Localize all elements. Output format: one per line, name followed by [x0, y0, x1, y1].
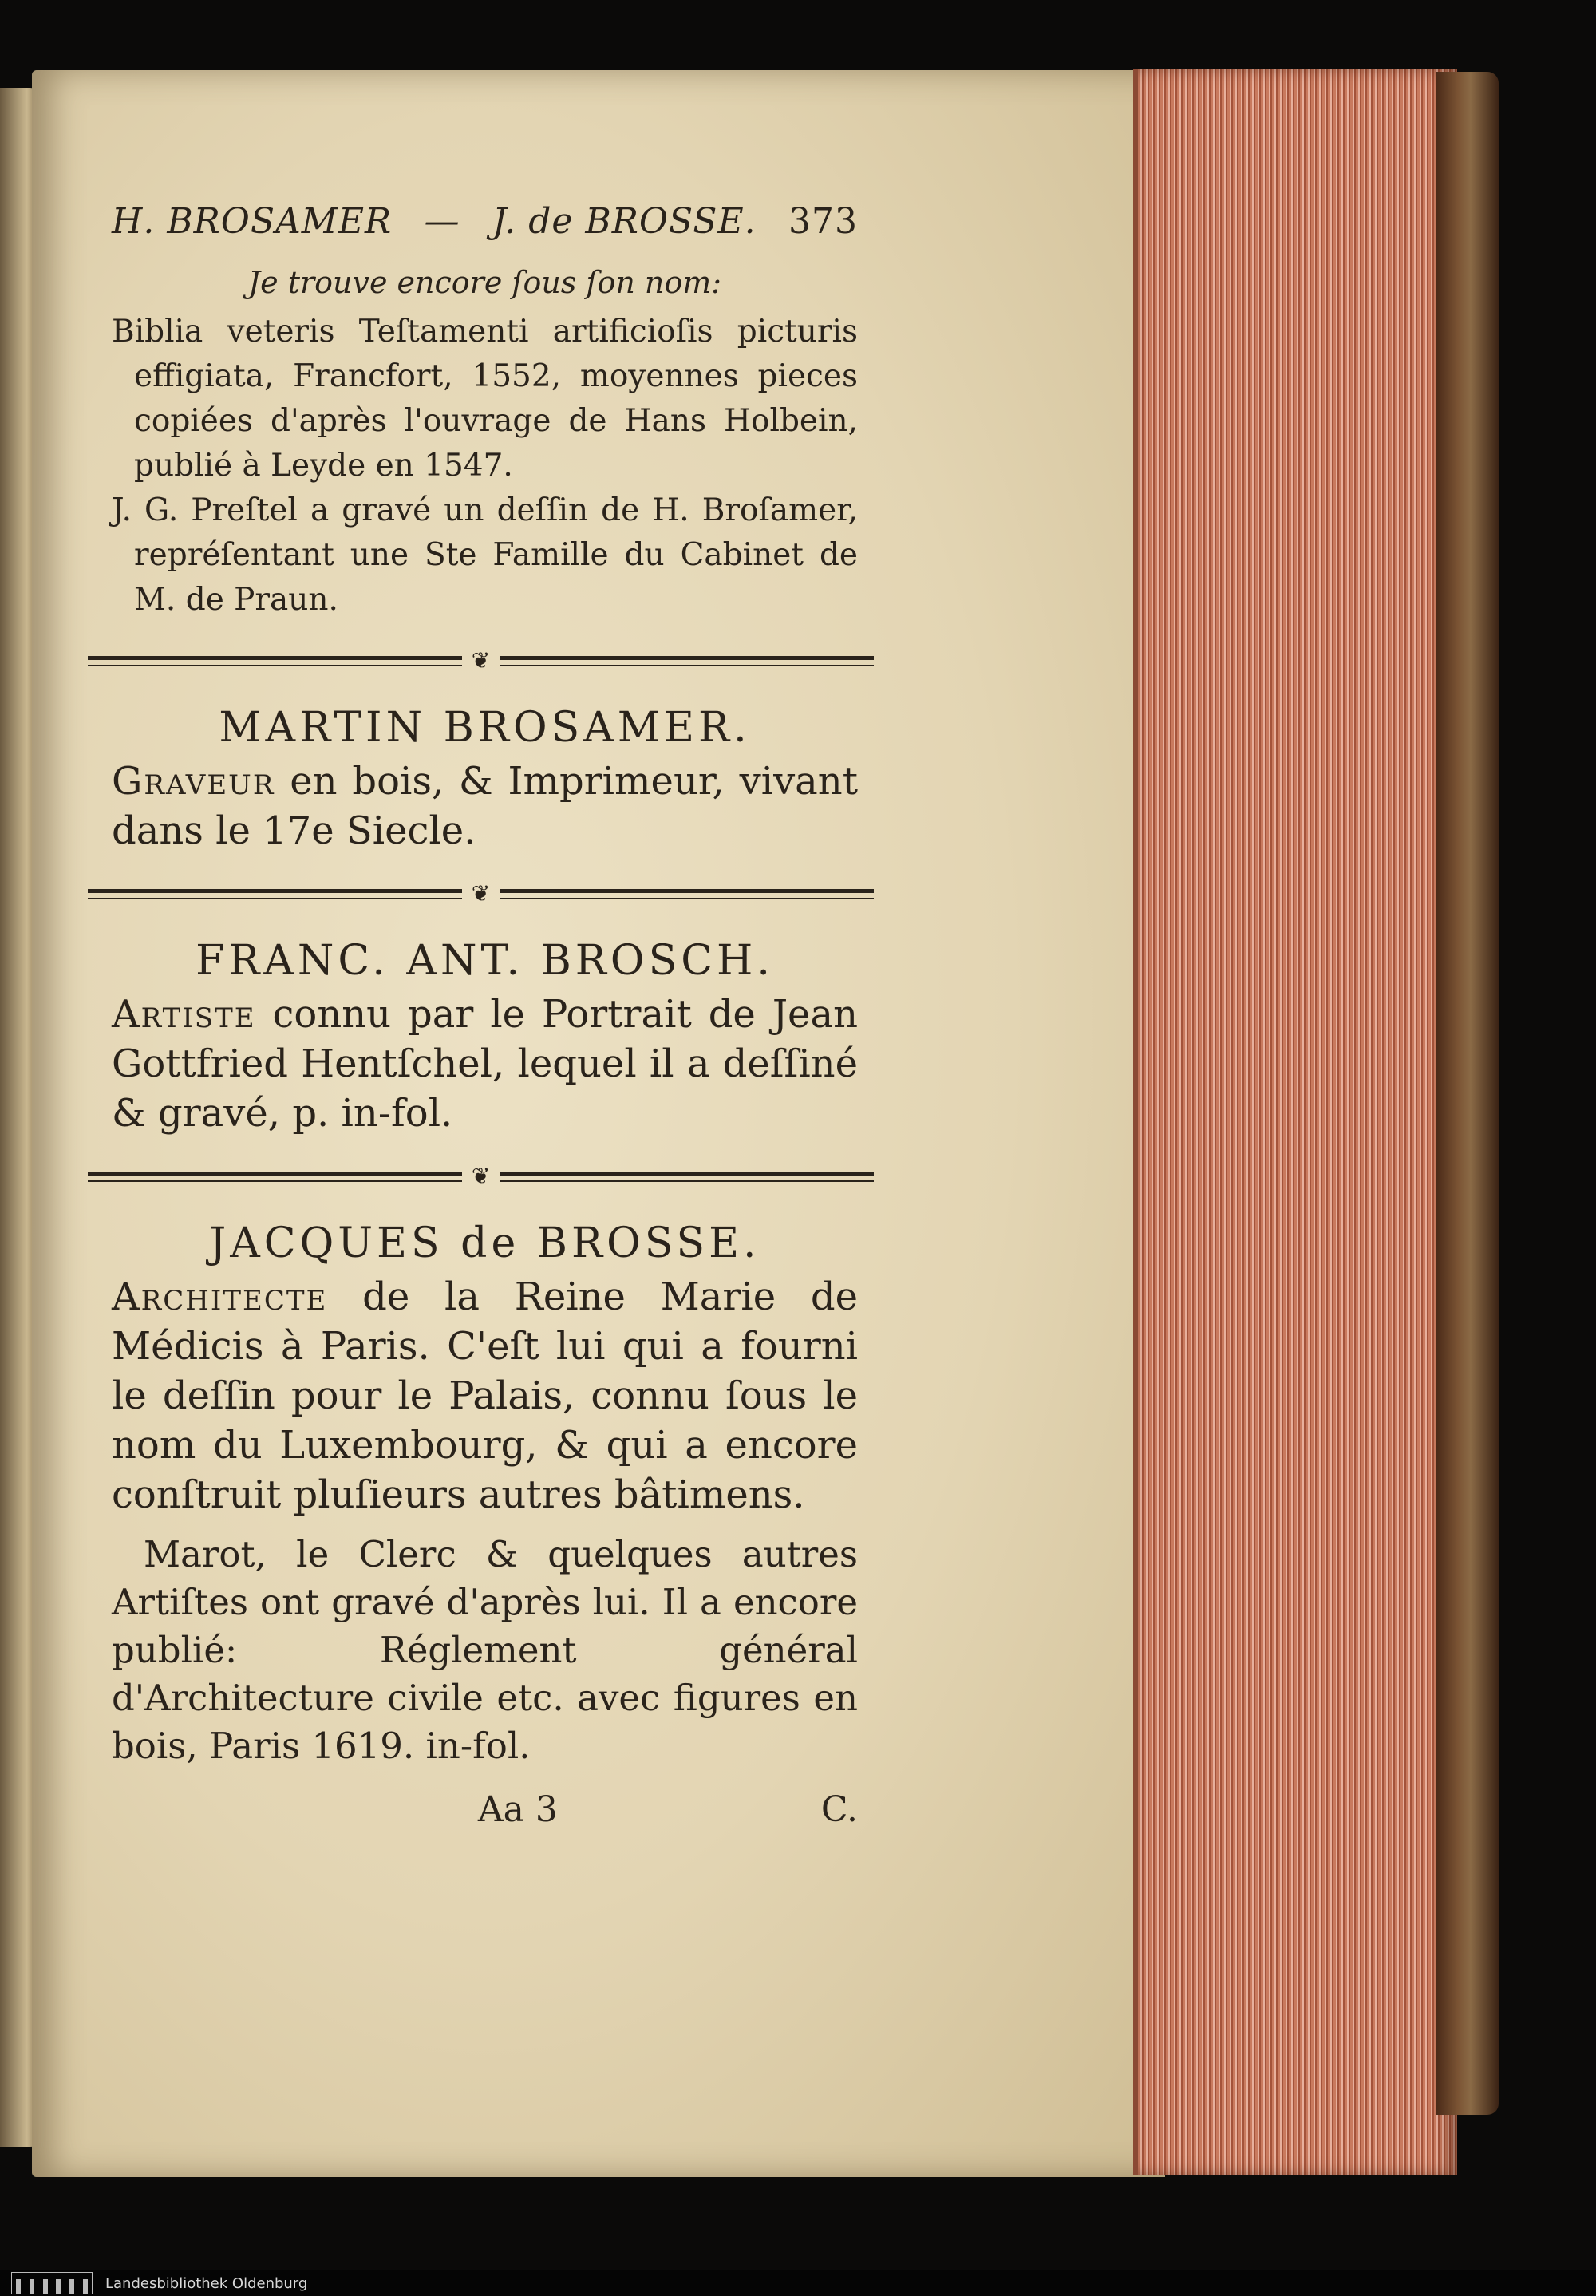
lead-word: Artiste — [112, 992, 256, 1037]
library-building-icon — [11, 2272, 93, 2294]
body-text: en bois, & Imprimeur, vivant dans le 17e Siecle. — [112, 759, 858, 853]
page-foot — [112, 1788, 858, 1832]
fleuron-icon: ❦ — [471, 1163, 491, 1189]
heading-martin-brosamer: MARTIN BROSAMER. — [219, 704, 751, 752]
body-martin-brosamer — [112, 757, 858, 856]
lead-word: Graveur — [112, 759, 275, 804]
running-head-left: H. BROSAMER — [112, 201, 393, 242]
page-number: 373 — [788, 201, 858, 242]
entry-biblia: Biblia veteris Teſtamenti artificioſis picturis effigiata, Francfort, 1552, moyennes pieces copiées d'après l'ouvrage de Hans Holbein, publié à Leyde en 1547. — [112, 314, 858, 484]
ornament-rule-right — [500, 1172, 874, 1182]
ornament-divider — [88, 1163, 874, 1189]
book-binding — [1436, 72, 1499, 2115]
ornament-rule-left — [88, 889, 462, 899]
catchword: C. — [820, 1789, 858, 1830]
heading-franc-ant-brosch: FRANC. ANT. BROSCH. — [196, 937, 774, 985]
signature-mark: Aa 3 — [477, 1789, 558, 1830]
ornament-divider — [88, 880, 874, 907]
fleuron-icon: ❦ — [471, 880, 491, 907]
library-name: Landesbibliothek Oldenburg — [105, 2274, 308, 2292]
running-head-right: J. de BROSSE. — [492, 201, 757, 242]
ornament-rule-right — [500, 889, 874, 899]
entry-prestel: J. G. Preſtel a gravé un deſſin de H. Broſamer, repréſentant une Ste Famille du Cabinet de M. de Praun. — [112, 492, 858, 618]
page-text — [112, 200, 858, 1832]
body-text: connu par le Portrait de Jean Gottfried Hentſchel, lequel il a deſſiné & gravé, p. in-fol. — [112, 992, 858, 1136]
ornament-divider — [88, 647, 874, 674]
body-text: de la Reine Marie de Médicis à Paris. C'eſt lui qui a fourni le deſſin pour le Palais, connu ſous le nom du Luxembourg, & qui a encore conſtruit pluſieurs autres bâtimens. — [112, 1274, 858, 1517]
body-franc-ant-brosch — [112, 990, 858, 1138]
ornament-rule-left — [88, 1172, 462, 1182]
note-jacques-de-brosse: Marot, le Clerc & quelques autres Artiſtes ont gravé d'après lui. Il a encore publié: Réglement général d'Architecture civile etc. avec figures en bois, Paris 1619. in-fol. — [112, 1533, 858, 1767]
body-jacques-de-brosse — [112, 1272, 858, 1519]
heading-jacques-de-brosse: JACQUES de BROSSE. — [209, 1219, 760, 1267]
page-block-edge — [1133, 69, 1457, 2175]
fleuron-icon: ❦ — [471, 647, 491, 674]
running-head — [112, 200, 858, 244]
ornament-rule-right — [500, 656, 874, 666]
lead-word: Architecte — [112, 1274, 328, 1319]
ornament-rule-left — [88, 656, 462, 666]
library-footer — [0, 2270, 1596, 2296]
intro-italic: Je trouve encore ſous ſon nom: — [247, 265, 722, 300]
running-head-dash: — — [424, 201, 460, 242]
